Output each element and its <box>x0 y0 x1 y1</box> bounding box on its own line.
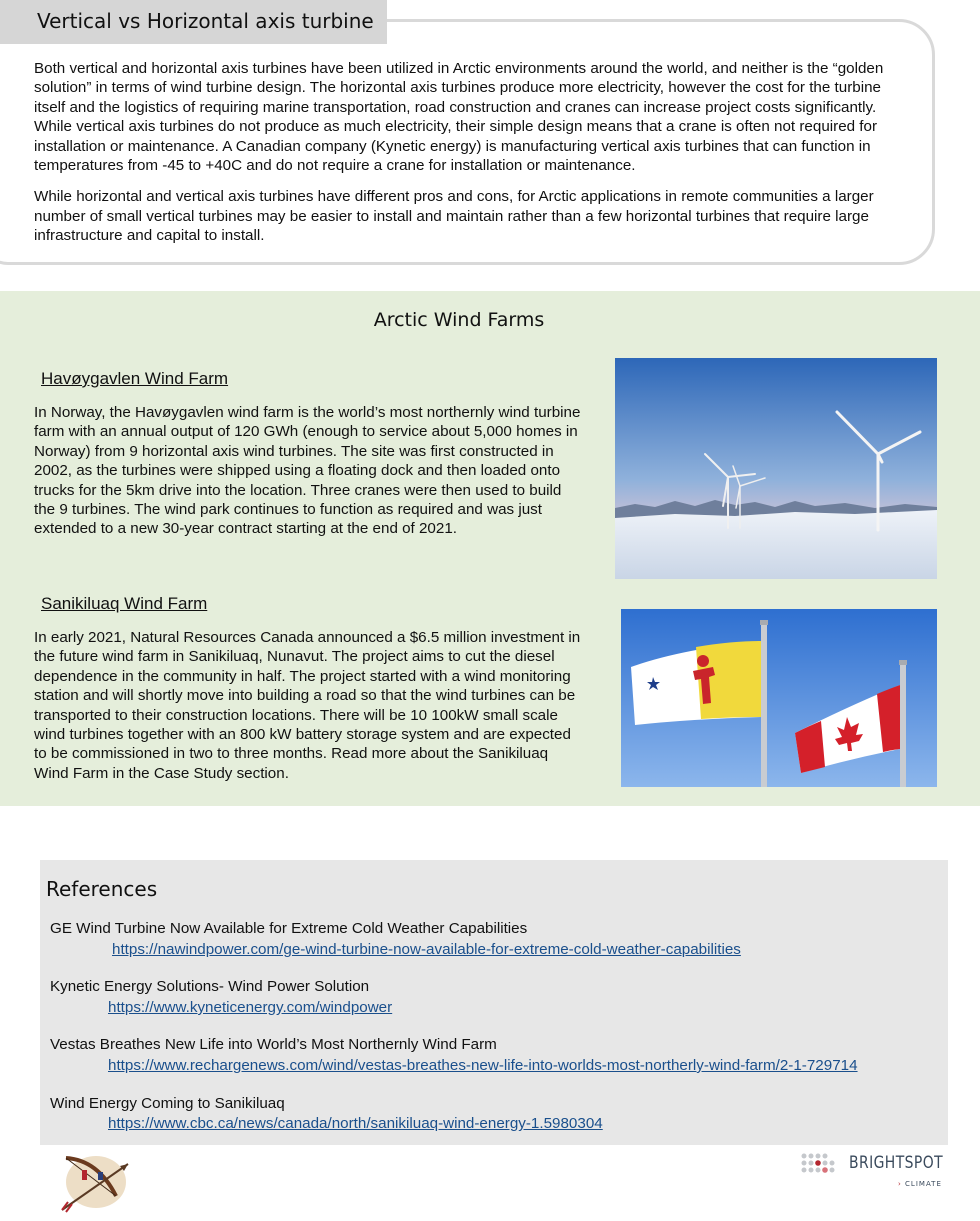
arctic-wind-farms-title: Arctic Wind Farms <box>373 309 545 331</box>
flags-photo <box>621 609 937 787</box>
reference-title-3: Vestas Breathes New Life into World’s Most Northernly Wind Farm <box>50 1036 497 1053</box>
bow-and-arrow-logo-icon <box>54 1150 136 1216</box>
intro-paragraph-2: While horizontal and vertical axis turbines have different pros and cons, for Arctic applications in remote communities a larger number of small vertical turbines may be easier to install and maintain rather than a few horizontal turbines that require large infrastructure and capital to install. <box>34 188 874 245</box>
brightspot-dots-icon <box>801 1152 837 1176</box>
havoygavlen-text: In Norway, the Havøygavlen wind farm is the world’s most northernly wind turbine farm with an annual output of 120 GWh (enough to service about 5,000 homes in Norway) from 9 horizontal axis wind turbines. The site was first constructed in 2002, as the turbines were shipped using a floating dock and then loaded onto trucks for the 5km drive into the location. Three cranes were then used to build the 9 turbines. The wind park continues to function as required and was just extended to a new 30-year contract starting at the end of 2021. <box>34 404 581 538</box>
havoygavlen-heading: Havøygavlen Wind Farm <box>41 369 229 388</box>
reference-title-2: Kynetic Energy Solutions- Wind Power Solution <box>50 978 370 995</box>
wind-turbines-photo <box>615 358 937 579</box>
brand-arrow-icon: › <box>898 1180 902 1188</box>
reference-title-4: Wind Energy Coming to Sanikiluaq <box>50 1095 285 1112</box>
section-title: Vertical vs Horizontal axis turbine <box>37 9 374 33</box>
reference-link-3[interactable]: https://www.rechargenews.com/wind/vestas-breathes-new-life-into-worlds-most-northerly-wind-farm/2-1-729714 <box>108 1057 858 1074</box>
reference-link-4[interactable]: https://www.cbc.ca/news/canada/north/sanikiluaq-wind-energy-1.5980304 <box>108 1115 603 1132</box>
sanikiluaq-heading: Sanikiluaq Wind Farm <box>41 594 208 613</box>
brightspot-sub <box>898 1180 942 1188</box>
sanikiluaq-text: In early 2021, Natural Resources Canada announced a $6.5 million investment in the future wind farm in Sanikiluaq, Nunavut. The project aims to cut the diesel dependence in the community in half. The project started with a wind monitoring station and will shortly move into building a road so that the wind turbines can be transported to their construction locations. There will be 10 100kW small scale wind turbines together with an 800 kW battery storage system and are expected to be commissioned in two to three months. Read more about the Sanikiluaq Wind Farm in the Case Study section. <box>34 629 581 782</box>
brightspot-sub-label: CLIMATE <box>905 1180 942 1188</box>
intro-paragraph-1: Both vertical and horizontal axis turbines have been utilized in Arctic environments around the world, and neither is the “golden solution” in terms of wind turbine design. The horizontal axis turbines produce more electricity, however the cost for the turbine itself and the logistics of requiring marine transportation, road construction and cranes can increase project costs significantly. While vertical axis turbines do not produce as much electricity, their simple design means that a crane is often not required for installation or maintenance. A Canadian company (Kynetic energy) is manufacturing vertical axis turbines that can function in temperatures from -45 to +40C and do not require a crane for installation or maintenance. <box>34 60 884 175</box>
references-title: References <box>46 877 158 901</box>
reference-title-1: GE Wind Turbine Now Available for Extreme Cold Weather Capabilities <box>50 920 528 937</box>
brightspot-brand: BRIGHTSPOT <box>849 1153 944 1173</box>
intro-text <box>34 59 914 258</box>
reference-link-1[interactable]: https://nawindpower.com/ge-wind-turbine-now-available-for-extreme-cold-weather-capabilities <box>112 941 741 958</box>
reference-link-2[interactable]: https://www.kyneticenergy.com/windpower <box>108 999 393 1016</box>
section-title-tab <box>0 0 387 44</box>
